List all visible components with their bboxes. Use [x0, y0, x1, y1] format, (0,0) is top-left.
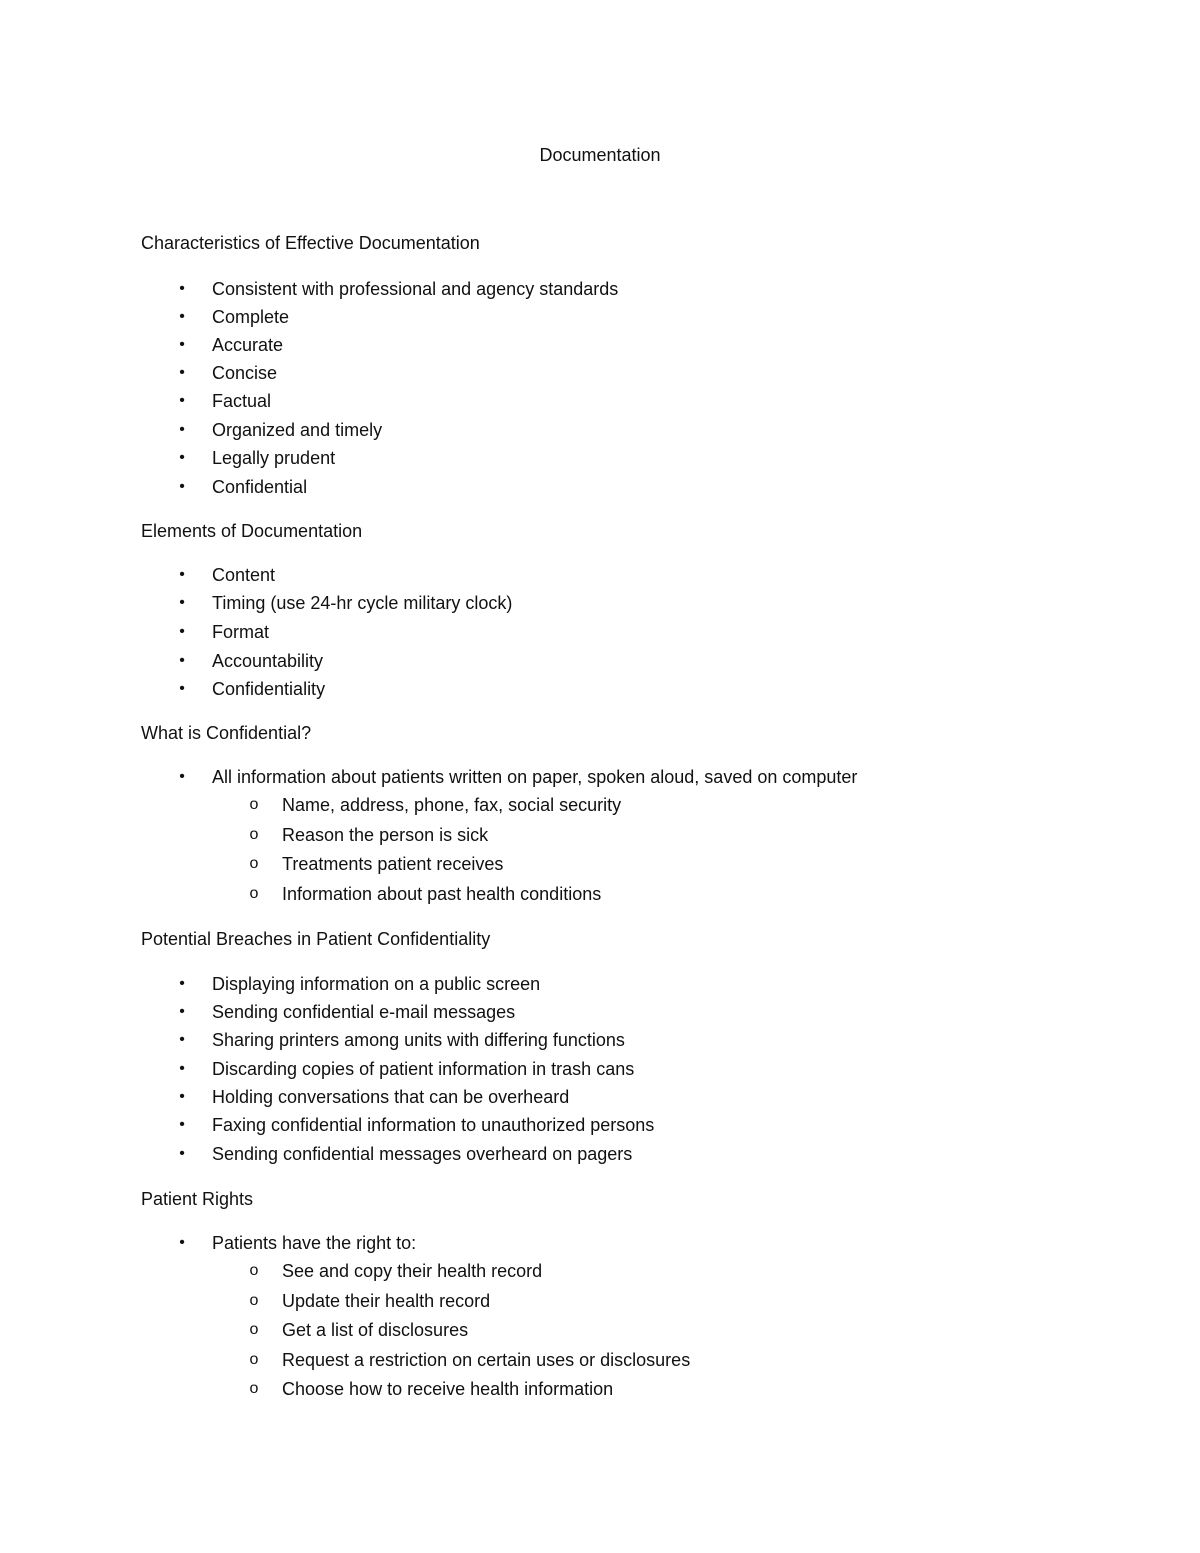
bullet-icon: •: [179, 768, 185, 785]
sub-list-item: o Update their health record: [249, 1291, 491, 1311]
list-item: • Factual: [212, 389, 271, 413]
list-item: • Format: [212, 620, 269, 644]
list-item: • Accountability: [212, 649, 323, 673]
bullet-icon: •: [179, 652, 185, 669]
bullet-icon: •: [179, 1145, 185, 1162]
bullet-icon: •: [179, 566, 185, 583]
list-item: • Displaying information on a public screen: [212, 972, 540, 996]
sub-list-item: o Choose how to receive health information: [249, 1379, 614, 1399]
circle-bullet-icon: o: [249, 855, 259, 872]
list-item: • Confidential: [212, 475, 307, 499]
bullet-icon: •: [179, 1003, 185, 1020]
section-heading-characteristics: Characteristics of Effective Documentation: [141, 233, 480, 253]
circle-bullet-icon: o: [249, 885, 259, 902]
bullet-icon: •: [179, 623, 185, 640]
bullet-icon: •: [179, 364, 185, 381]
section-heading-elements: Elements of Documentation: [141, 521, 363, 541]
list-item: • Complete: [212, 305, 289, 329]
bullet-icon: •: [179, 280, 185, 297]
bullet-icon: •: [179, 421, 185, 438]
sub-list-item: o Get a list of disclosures: [249, 1320, 469, 1340]
list-item: • Accurate: [212, 333, 283, 357]
sub-list-item: o Request a restriction on certain uses or disclosures: [249, 1350, 691, 1370]
bullet-icon: •: [179, 1060, 185, 1077]
list-item: • Sharing printers among units with differing functions: [212, 1028, 625, 1052]
list-item: • Holding conversations that can be overheard: [212, 1085, 569, 1109]
circle-bullet-icon: o: [249, 1351, 259, 1368]
list-item: • All information about patients written on paper, spoken aloud, saved on computer: [212, 765, 857, 789]
circle-bullet-icon: o: [249, 796, 259, 813]
bullet-icon: •: [179, 336, 185, 353]
circle-bullet-icon: o: [249, 826, 259, 843]
list-item: • Sending confidential e-mail messages: [212, 1000, 515, 1024]
circle-bullet-icon: o: [249, 1321, 259, 1338]
list-item: • Faxing confidential information to unauthorized persons: [212, 1113, 654, 1137]
bullet-icon: •: [179, 392, 185, 409]
sub-list-item: o Information about past health conditions: [249, 884, 602, 904]
bullet-icon: •: [179, 975, 185, 992]
section-heading-patient-rights: Patient Rights: [141, 1189, 254, 1209]
bullet-icon: •: [179, 1116, 185, 1133]
bullet-icon: •: [179, 594, 185, 611]
bullet-icon: •: [179, 308, 185, 325]
sub-list-item: o Treatments patient receives: [249, 854, 504, 874]
section-heading-potential-breaches: Potential Breaches in Patient Confidentiality: [141, 929, 491, 949]
list-item: • Sending confidential messages overheard on pagers: [212, 1142, 632, 1166]
bullet-icon: •: [179, 1234, 185, 1251]
list-item: • Timing (use 24-hr cycle military clock): [212, 591, 512, 615]
bullet-icon: •: [179, 478, 185, 495]
list-item: • Organized and timely: [212, 418, 382, 442]
circle-bullet-icon: o: [249, 1380, 259, 1397]
section-heading-what-is-confidential: What is Confidential?: [141, 723, 312, 743]
list-item: • Content: [212, 563, 275, 587]
list-item: • Concise: [212, 361, 277, 385]
list-item: • Consistent with professional and agency standards: [212, 277, 618, 301]
sub-list-item: o Name, address, phone, fax, social security: [249, 795, 622, 815]
document-title: Documentation: [539, 145, 661, 165]
list-item: • Discarding copies of patient information in trash cans: [212, 1057, 634, 1081]
circle-bullet-icon: o: [249, 1292, 259, 1309]
list-item: • Legally prudent: [212, 446, 335, 470]
bullet-icon: •: [179, 1088, 185, 1105]
list-item: • Confidentiality: [212, 677, 325, 701]
list-item: • Patients have the right to:: [212, 1231, 416, 1255]
circle-bullet-icon: o: [249, 1262, 259, 1279]
sub-list-item: o See and copy their health record: [249, 1261, 543, 1281]
bullet-icon: •: [179, 1031, 185, 1048]
bullet-icon: •: [179, 449, 185, 466]
sub-list-item: o Reason the person is sick: [249, 825, 489, 845]
bullet-icon: •: [179, 680, 185, 697]
